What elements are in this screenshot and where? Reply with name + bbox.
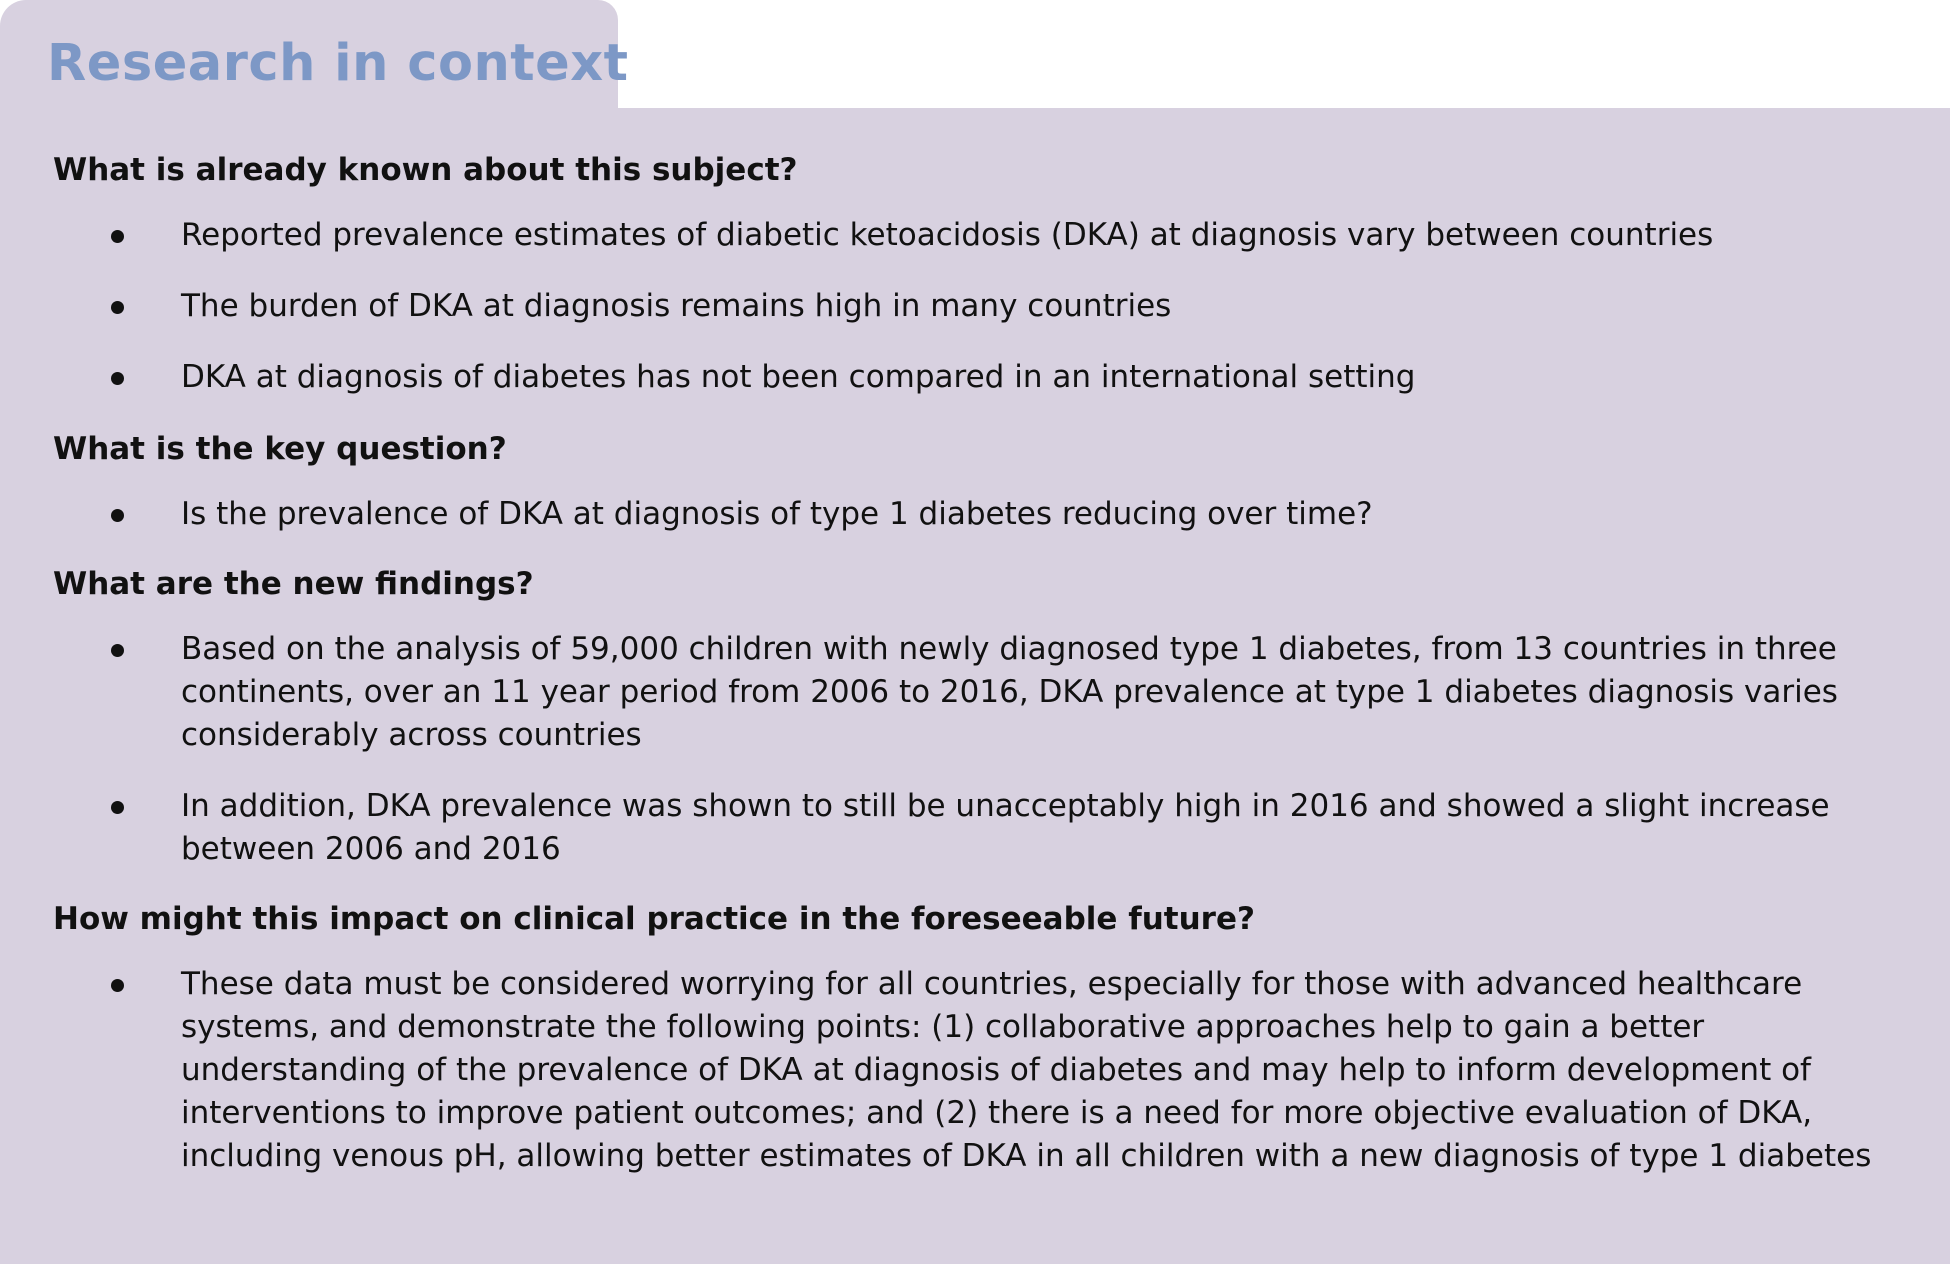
list-item <box>53 963 1913 1178</box>
section-key-question <box>53 429 1913 536</box>
list-item-text: In addition, DKA prevalence was shown to still be unacceptably high in 2016 and showed a slight increase between 2006 and 2016 <box>181 788 1830 867</box>
bullet-list <box>53 628 1913 871</box>
bullet-icon <box>111 801 124 814</box>
list-item-text: DKA at diagnosis of diabetes has not been compared in an international setting <box>181 359 1416 395</box>
list-item <box>53 493 1913 536</box>
bullet-icon <box>111 979 124 992</box>
list-item <box>53 785 1913 871</box>
list-item-text: Based on the analysis of 59,000 children with newly diagnosed type 1 diabetes, from 13 countries in three continents, over an 11 year period from 2006 to 2016, DKA prevalence at type 1 diabetes diagnosis varies considerably across countries <box>181 631 1838 753</box>
list-item <box>53 214 1913 257</box>
list-item-text: Reported prevalence estimates of diabetic ketoacidosis (DKA) at diagnosis vary between countries <box>181 217 1714 253</box>
list-item-text: These data must be considered worrying for all countries, especially for those with advanced healthcare systems, and demonstrate the following points: (1) collaborative approaches help to gain a better understanding of the prevalence of DKA at diagnosis of diabetes and may help to inform development of interventions to improve patient outcomes; and (2) there is a need for more objective evaluation of DKA, including venous pH, allowing better estimates of DKA in all children with a new diagnosis of type 1 diabetes <box>181 966 1872 1174</box>
bullet-icon <box>111 372 124 385</box>
section-already-known <box>53 150 1913 399</box>
list-item-text: Is the prevalence of DKA at diagnosis of type 1 diabetes reducing over time? <box>181 496 1373 532</box>
content <box>53 150 1913 1208</box>
bullet-icon <box>111 644 124 657</box>
bullet-icon <box>111 301 124 314</box>
section-new-findings <box>53 564 1913 871</box>
section-heading: What is the key question? <box>53 431 507 467</box>
list-item <box>53 285 1913 328</box>
bullet-list <box>53 493 1913 536</box>
section-heading: How might this impact on clinical practice in the foreseeable future? <box>53 901 1255 937</box>
bullet-list <box>53 963 1913 1178</box>
list-item <box>53 628 1913 757</box>
section-heading: What are the new findings? <box>53 566 534 602</box>
bullet-list <box>53 214 1913 399</box>
list-item-text: The burden of DKA at diagnosis remains high in many countries <box>181 288 1172 324</box>
box-title: Research in context <box>47 34 629 93</box>
section-heading: What is already known about this subject? <box>53 152 798 188</box>
bullet-icon <box>111 509 124 522</box>
bullet-icon <box>111 230 124 243</box>
list-item <box>53 356 1913 399</box>
section-clinical-impact <box>53 899 1913 1178</box>
